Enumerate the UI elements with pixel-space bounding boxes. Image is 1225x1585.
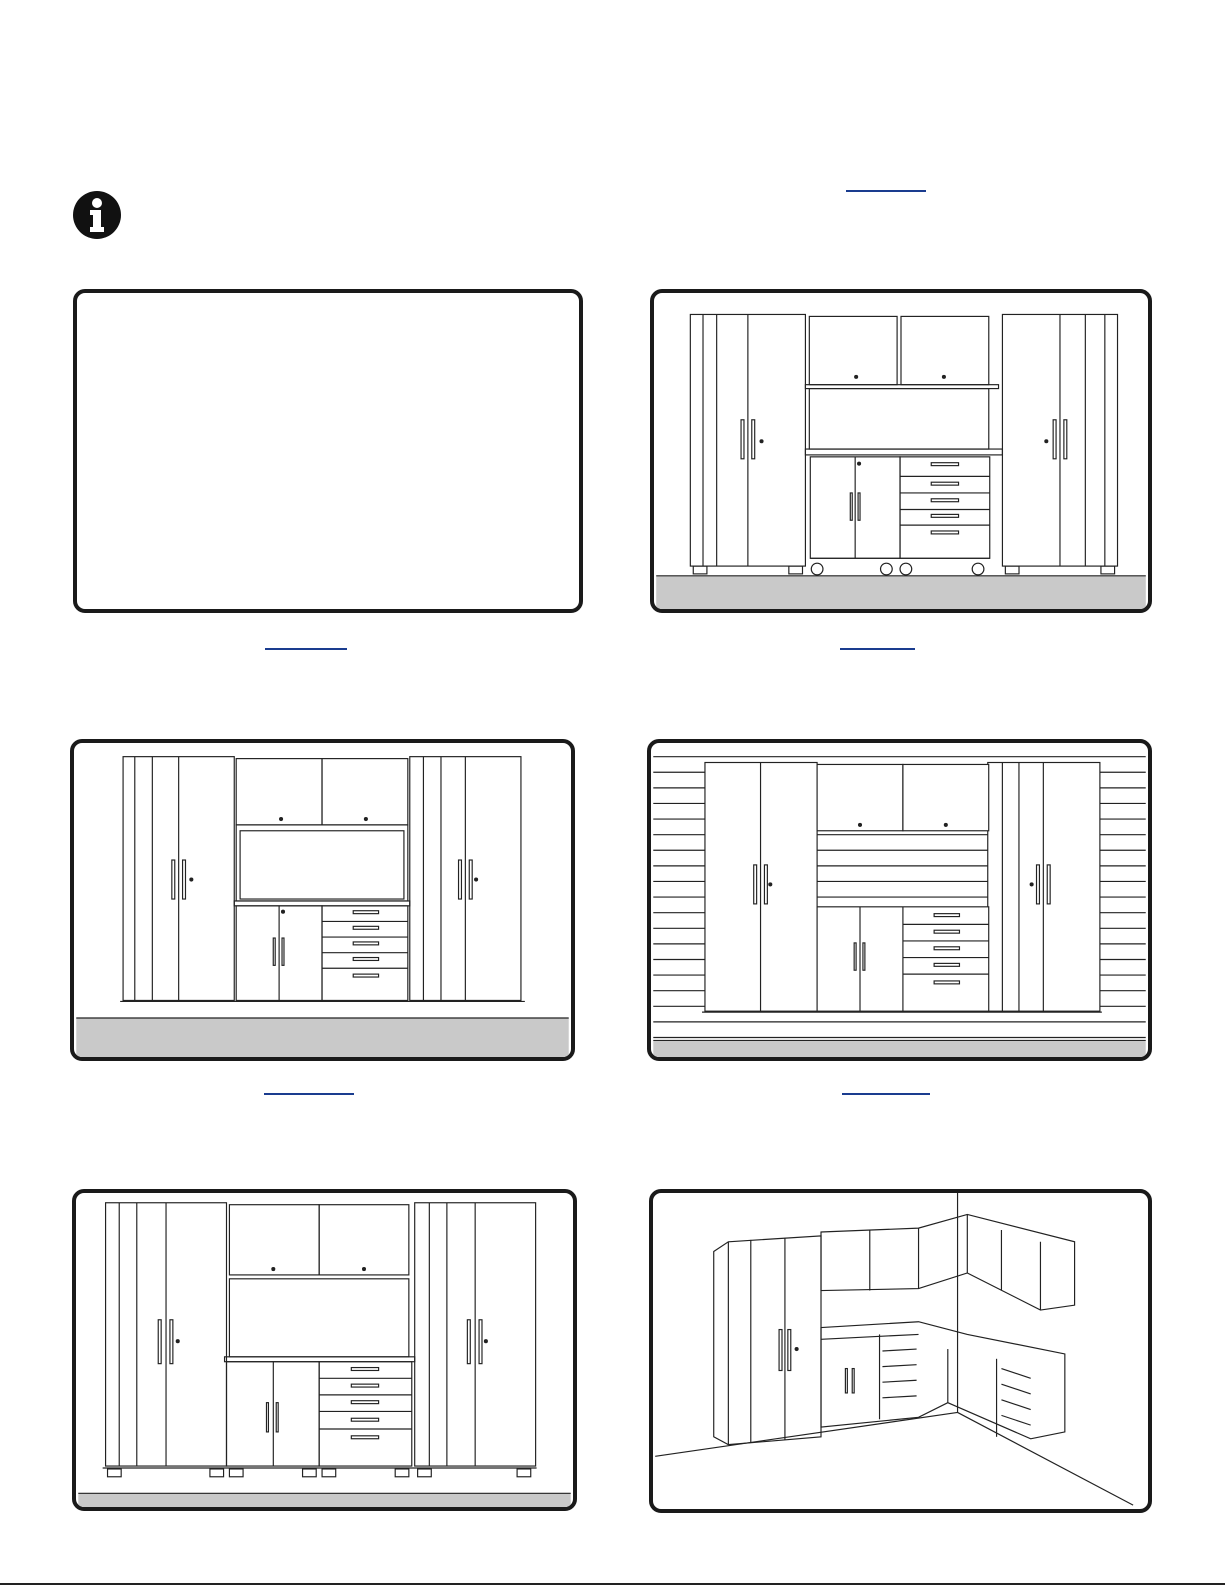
cabinet-set-mobile-workbench-illustration bbox=[650, 289, 1152, 613]
cabinet-set-leveling-feet-illustration bbox=[72, 1189, 577, 1511]
cabinet-set-flush-illustration bbox=[70, 739, 575, 1061]
blank-panel bbox=[73, 289, 583, 613]
caption-link-2[interactable] bbox=[840, 648, 915, 650]
cabinet-set-slatwall-illustration bbox=[647, 739, 1152, 1061]
corner-cabinet-set-perspective-illustration bbox=[649, 1189, 1152, 1513]
caption-link-1[interactable] bbox=[265, 648, 347, 650]
caption-link-3[interactable] bbox=[264, 1093, 354, 1095]
info-icon bbox=[72, 190, 122, 240]
caption-link-4[interactable] bbox=[842, 1093, 930, 1095]
header-link-underline[interactable] bbox=[846, 190, 926, 192]
